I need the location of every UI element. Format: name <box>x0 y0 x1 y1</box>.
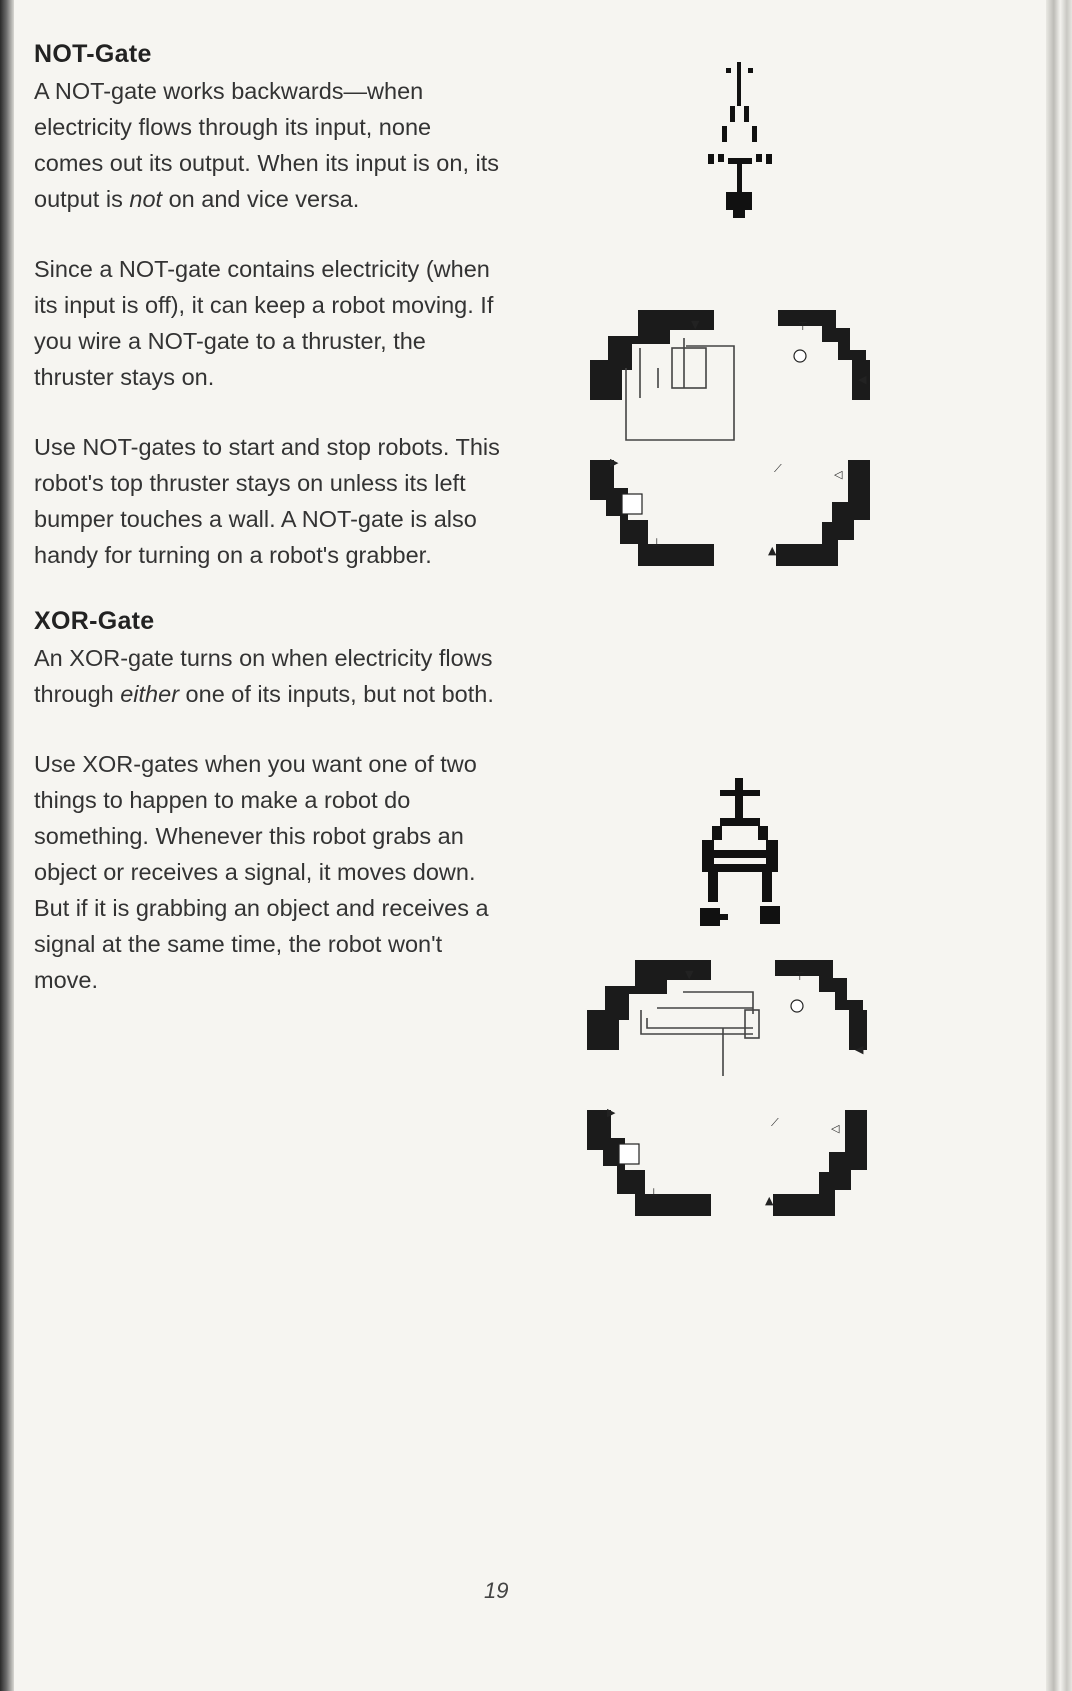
svg-text:⊤: ⊤ <box>795 970 805 983</box>
xor-gate-paragraph-1: An XOR-gate turns on when electricity flows through either one of its inputs, but not both. <box>34 645 494 707</box>
xor-gate-symbol-icon <box>698 778 784 938</box>
page-number: 19 <box>484 1578 509 1603</box>
svg-text:⊥: ⊥ <box>652 536 662 549</box>
svg-text:▼: ▼ <box>685 968 694 981</box>
svg-text:▲: ▲ <box>765 1194 774 1207</box>
xor-gate-robot-diagram <box>585 958 903 1220</box>
svg-text:◀: ◀ <box>855 1043 864 1056</box>
svg-text:◀: ◀ <box>858 373 867 386</box>
svg-text:▶: ▶ <box>607 1106 616 1119</box>
svg-text:⟋: ⟋ <box>771 1116 779 1129</box>
text-column <box>34 40 504 1032</box>
svg-text:◁: ◁ <box>834 468 843 481</box>
xor-gate-heading: XOR-Gate <box>34 607 155 635</box>
svg-text:⟋: ⟋ <box>774 462 782 475</box>
xor-gate-paragraph-2: Use XOR-gates when you want one of two things to happen to make a robot do something. Whenever this robot grabs an object or receives a signal, it moves down. But if it is grabbing an object and receives a signal at the same time, the robot won't move. <box>34 751 489 993</box>
book-spine-shadow <box>0 0 14 1691</box>
not-gate-robot-diagram <box>588 308 904 570</box>
not-gate-section <box>34 40 504 573</box>
not-gate-paragraph-1: A NOT-gate works backwards—when electricity flows through its input, none comes out its output. When its input is on, its output is not on and vice versa. <box>34 78 499 212</box>
svg-text:⊤: ⊤ <box>798 320 808 333</box>
not-gate-paragraph-2: Since a NOT-gate contains electricity (when its input is off), it can keep a robot moving. If you wire a NOT-gate to a thruster, the thruster stays on. <box>34 256 494 390</box>
not-gate-symbol-icon <box>700 58 782 228</box>
svg-text:⊥: ⊥ <box>649 1186 659 1199</box>
page-edge <box>1046 0 1072 1691</box>
svg-text:▶: ▶ <box>610 456 619 469</box>
not-gate-paragraph-3: Use NOT-gates to start and stop robots. This robot's top thruster stays on unless its left bumper touches a wall. A NOT-gate is also handy for turning on a robot's grabber. <box>34 434 500 568</box>
not-gate-heading: NOT-Gate <box>34 40 152 68</box>
svg-text:▼: ▼ <box>691 318 700 331</box>
xor-gate-section <box>34 607 504 998</box>
svg-text:▲: ▲ <box>768 544 777 557</box>
svg-text:◁: ◁ <box>831 1122 840 1135</box>
